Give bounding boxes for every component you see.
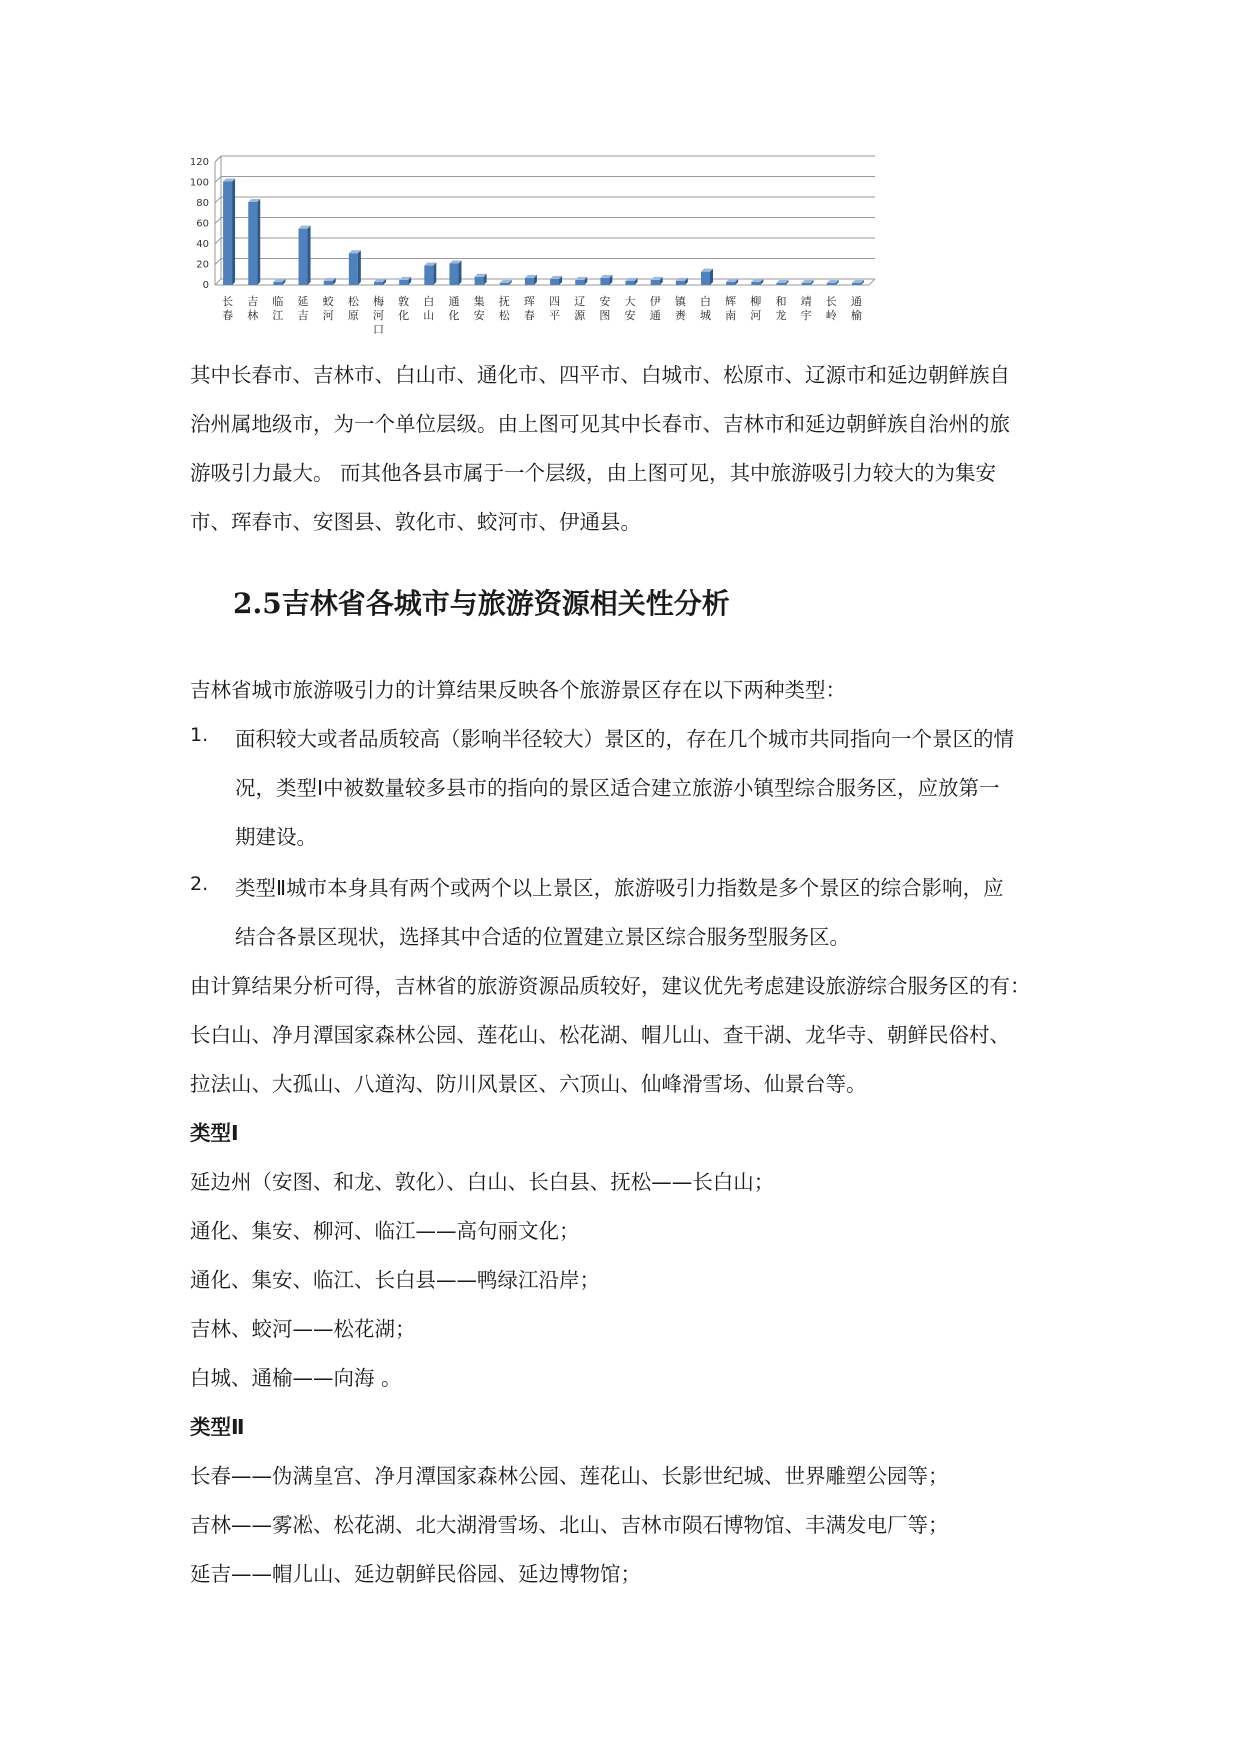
x-tick-label: 临江 xyxy=(272,295,284,322)
bar-front xyxy=(726,282,735,285)
bar-front xyxy=(626,281,635,285)
type1-label: 类型Ⅰ xyxy=(190,1121,239,1145)
type2-line: 延吉——帽儿山、延边朝鲜民俗园、延边博物馆； xyxy=(190,1562,641,1586)
bar-front xyxy=(399,280,408,285)
chart-bars xyxy=(223,178,864,285)
chart-grid xyxy=(215,156,875,285)
list-number: 2. xyxy=(190,873,209,895)
bar-side xyxy=(433,263,436,285)
bar-front xyxy=(550,279,559,285)
bar-front xyxy=(776,283,785,285)
type1-line: 延边州（安图、和龙、敦化）、白山、长白县、抚松——长白山； xyxy=(190,1170,775,1194)
bar-front xyxy=(374,282,383,285)
type1-line: 通化、集安、临江、长白县——鸭绿江沿岸； xyxy=(190,1268,600,1292)
x-tick-label: 长岭 xyxy=(825,295,837,322)
bar-front xyxy=(324,281,333,285)
list-item-line: 期建设。 xyxy=(235,825,317,849)
bar-front xyxy=(525,278,534,285)
type1-line: 吉林、蛟河——松花湖； xyxy=(190,1317,416,1341)
list-item-line: 类型Ⅱ城市本身具有两个或两个以上景区，旅游吸引力指数是多个景区的综合影响，应 xyxy=(235,876,1004,900)
bar xyxy=(600,275,612,285)
bar xyxy=(751,279,763,285)
bar-front xyxy=(651,280,660,285)
x-tick-label: 松原 xyxy=(347,295,359,322)
y-tick-label: 120 xyxy=(189,157,209,168)
bar xyxy=(701,269,713,285)
gridline-depth xyxy=(215,197,221,203)
x-tick-label: 柳河 xyxy=(750,295,762,322)
bar-front xyxy=(500,283,509,285)
bar xyxy=(726,279,738,285)
type2-line: 长春——伪满皇宫、净月潭国家森林公园、莲花山、长影世纪城、世界雕塑公园等； xyxy=(190,1464,949,1488)
bar xyxy=(500,280,512,285)
y-tick-label: 20 xyxy=(196,259,209,271)
bar xyxy=(273,279,285,285)
bar xyxy=(651,277,663,285)
list-item-line: 面积较大或者品质较高（影响半径较大）景区的，存在几个城市共同指向一个景区的情 xyxy=(235,727,1014,751)
x-tick-label: 大安 xyxy=(624,295,636,322)
bar-front xyxy=(575,280,584,285)
type1-line: 白城、通榆——向海 。 xyxy=(190,1366,402,1390)
bar xyxy=(802,280,814,285)
gridline-depth xyxy=(215,218,221,224)
paragraph-line: 市、珲春市、安图县、敦化市、蛟河市、伊通县。 xyxy=(190,510,641,534)
bar xyxy=(424,263,436,285)
section-heading: 2.5吉林省各城市与旅游资源相关性分析 xyxy=(233,587,730,620)
bar-front xyxy=(424,266,433,285)
x-tick-label: 伊通 xyxy=(649,295,661,322)
paragraph-line: 拉法山、大孤山、八道沟、防川风景区、六顶山、仙峰滑雪场、仙景台等。 xyxy=(190,1072,867,1096)
x-tick-label: 梅河口 xyxy=(373,295,384,336)
gridline-depth xyxy=(215,156,221,162)
intro-text: 吉林省城市旅游吸引力的计算结果反映各个旅游景区存在以下两种类型： xyxy=(190,678,846,702)
paragraph-line: 其中长春市、吉林市、白山市、通化市、四平市、白城市、松原市、辽源市和延边朝鲜族自 xyxy=(190,363,1010,387)
bar-front xyxy=(449,263,458,285)
gridline-depth xyxy=(215,238,221,244)
x-tick-label: 抚松 xyxy=(498,295,510,322)
x-tick-label: 蛟河 xyxy=(322,295,334,322)
bar-front xyxy=(349,253,358,285)
paragraph-line: 治州属地级市，为一个单位层级。由上图可见其中长春市、吉林市和延边朝鲜族自治州的旅 xyxy=(190,412,1010,436)
bar-side xyxy=(308,226,311,285)
x-tick-label: 吉林 xyxy=(247,295,259,322)
y-tick-label: 0 xyxy=(202,280,209,291)
bar-front xyxy=(223,181,232,285)
y-tick-label: 80 xyxy=(196,198,209,209)
x-tick-label: 集安 xyxy=(473,295,485,322)
x-tick-label: 靖宇 xyxy=(800,295,812,322)
bar xyxy=(399,277,411,285)
x-tick-label: 安图 xyxy=(599,295,611,322)
bar xyxy=(299,226,311,285)
floor-depth-line xyxy=(869,279,875,285)
x-tick-label: 四平 xyxy=(549,295,561,322)
bar xyxy=(525,275,537,285)
bar-chart xyxy=(185,150,885,340)
bar xyxy=(475,274,487,285)
y-tick-label: 60 xyxy=(196,218,209,230)
bar-side xyxy=(458,260,461,285)
bar-front xyxy=(273,282,282,285)
bar-front xyxy=(852,283,861,285)
x-tick-label: 长春 xyxy=(222,295,234,322)
bar-front xyxy=(475,277,484,285)
bar-front xyxy=(676,281,685,285)
y-tick-label: 40 xyxy=(196,239,209,250)
bar xyxy=(827,280,839,285)
paragraph-line: 长白山、净月潭国家森林公园、莲花山、松花湖、帽儿山、查干湖、龙华寺、朝鲜民俗村、 xyxy=(190,1023,1010,1047)
paragraph-line: 由计算结果分析可得，吉林省的旅游资源品质较好，建议优先考虑建设旅游综合服务区的有： xyxy=(190,974,1031,998)
bar-front xyxy=(751,282,760,285)
bar-side xyxy=(257,199,260,285)
type2-line: 吉林——雾凇、松花湖、北大湖滑雪场、北山、吉林市陨石博物馆、丰满发电厂等； xyxy=(190,1513,949,1537)
gridline-depth xyxy=(215,177,221,183)
x-tick-label: 和龙 xyxy=(775,295,787,322)
list-number: 1. xyxy=(190,724,209,746)
x-tick-label: 敦化 xyxy=(398,295,410,322)
paragraph-line: 游吸引力最大。 而其他各县市属于一个层级，由上图可见，其中旅游吸引力较大的为集安 xyxy=(190,461,997,485)
x-tick-label: 通榆 xyxy=(850,295,862,322)
gridline-depth xyxy=(215,279,221,285)
bar xyxy=(223,178,235,285)
bar-front xyxy=(802,283,811,285)
x-tick-label: 白山 xyxy=(423,295,435,322)
x-axis-ticks xyxy=(222,294,862,336)
list-item-line: 况，类型Ⅰ中被数量较多县市的指向的景区适合建立旅游小镇型综合服务区，应放第一 xyxy=(235,776,1000,800)
bar-front xyxy=(600,278,609,285)
x-tick-label: 珲春 xyxy=(523,295,535,322)
list-item-line: 结合各景区现状，选择其中合适的位置建立景区综合服务型服务区。 xyxy=(235,925,850,949)
x-tick-label: 辽源 xyxy=(574,295,586,322)
bar xyxy=(374,279,386,285)
gridline-depth xyxy=(215,259,221,265)
bar xyxy=(449,260,461,285)
bar xyxy=(776,280,788,285)
x-tick-label: 通化 xyxy=(448,295,460,322)
bar-front xyxy=(701,272,710,285)
bar xyxy=(852,280,864,285)
bar xyxy=(248,199,260,285)
bar-side xyxy=(358,250,361,285)
bar-front xyxy=(299,229,308,285)
type2-label: 类型Ⅱ xyxy=(190,1415,245,1439)
bar xyxy=(575,277,587,285)
bar-front xyxy=(827,283,836,285)
x-tick-label: 镇赉 xyxy=(674,295,686,322)
y-tick-label: 100 xyxy=(189,177,209,189)
type1-line: 通化、集安、柳河、临江——高句丽文化； xyxy=(190,1219,580,1243)
x-tick-label: 白城 xyxy=(700,295,711,322)
y-axis-ticks xyxy=(190,157,209,291)
bar-side xyxy=(232,178,235,285)
x-tick-label: 辉南 xyxy=(725,295,737,322)
bar xyxy=(349,250,361,285)
bar-front xyxy=(248,202,257,285)
x-tick-label: 延吉 xyxy=(297,295,309,322)
bar xyxy=(550,276,562,285)
